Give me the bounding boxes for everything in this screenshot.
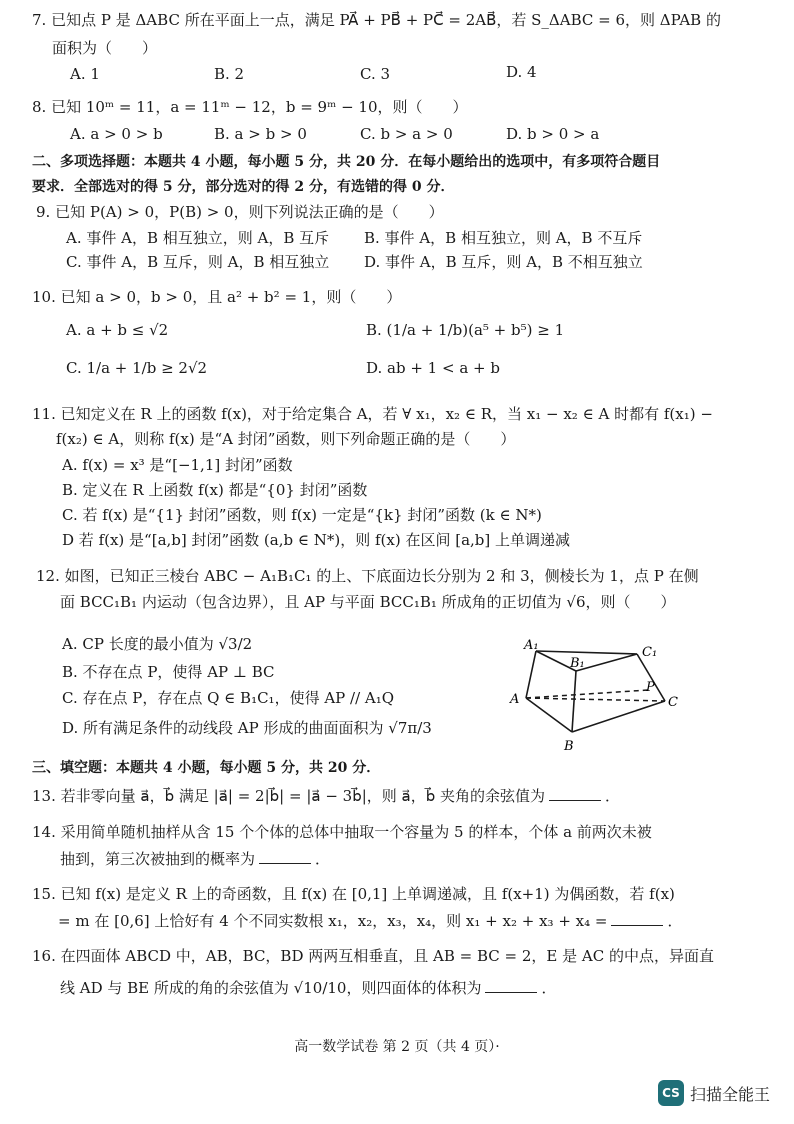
q12-option-a: A. CP 长度的最小值为 √3/2	[62, 635, 253, 653]
label-B1: B₁	[570, 656, 585, 671]
q7-option-d: D. 4	[506, 63, 537, 81]
scanner-logo-icon: CS	[658, 1080, 684, 1106]
label-B: B	[564, 739, 574, 754]
q11-stem-line1: 11. 已知定义在 R 上的函数 f(x)，对于给定集合 A，若 ∀ x₁，x₂ ∈ R，当 x₁ − x₂ ∈ A 时都有 f(x₁) −	[32, 405, 713, 423]
q7-option-b: B. 2	[214, 65, 245, 83]
q12-option-d: D. 所有满足条件的动线段 AP 形成的曲面面积为 √7π/3	[62, 719, 432, 737]
q10-option-d: D. ab + 1 < a + b	[366, 359, 500, 377]
q15-stem-line2: = m 在 [0,6] 上恰好有 4 个不同实数根 x₁，x₂，x₃，x₄，则 x₁ + x₂ + x₃ + x₄ = ．	[58, 912, 683, 930]
label-A: A	[510, 692, 520, 707]
scanner-watermark	[658, 1080, 770, 1106]
section3-heading: 三、填空题：本题共 4 小题，每小题 5 分，共 20 分．	[32, 760, 381, 776]
q12-option-c: C. 存在点 P，存在点 Q ∈ B₁C₁，使得 AP // A₁Q	[62, 689, 395, 707]
q8-stem: 8. 已知 10ᵐ = 11，a = 11ᵐ − 12，b = 9ᵐ − 10，则（ ）	[32, 98, 468, 116]
q12-option-b: B. 不存在点 P，使得 AP ⊥ BC	[62, 663, 275, 681]
frustum-figure	[506, 634, 696, 760]
q11-option-a: A. f(x) = x³ 是“[−1,1] 封闭”函数	[62, 456, 293, 474]
q14-answer-blank[interactable]	[259, 849, 311, 864]
q14-stem-line2: 抽到，第三次被抽到的概率为 ．	[60, 850, 331, 868]
q9-option-d: D. 事件 A，B 互斥，则 A，B 不相互独立	[364, 253, 643, 271]
q11-option-b: B. 定义在 R 上函数 f(x) 都是“{0} 封闭”函数	[62, 481, 368, 499]
q13-answer-blank[interactable]	[549, 786, 601, 801]
q9-option-b: B. 事件 A，B 相互独立，则 A，B 不互斥	[364, 229, 643, 247]
label-C: C	[668, 695, 678, 710]
label-A1: A₁	[524, 638, 539, 653]
page-footer: 高一数学试卷 第 2 页（共 4 页）·	[294, 1039, 500, 1055]
q16-stem-line1: 16. 在四面体 ABCD 中，AB，BC，BD 两两互相垂直，且 AB = BC = 2，E 是 AC 的中点，异面直	[32, 947, 714, 965]
q8-option-c: C. b > a > 0	[360, 125, 453, 143]
q16-answer-blank[interactable]	[485, 978, 537, 993]
q8-option-b: B. a > b > 0	[214, 125, 307, 143]
q11-option-c: C. 若 f(x) 是“{1} 封闭”函数，则 f(x) 一定是“{k} 封闭”函数 (k ∈ N*)	[62, 506, 542, 524]
section2-heading-line2: 要求．全部选对的得 5 分，部分选对的得 2 分，有选错的得 0 分．	[32, 179, 455, 195]
scanner-logo-text: 扫描全能王	[690, 1084, 771, 1104]
q11-option-d: D 若 f(x) 是“[a,b] 封闭”函数 (a,b ∈ N*)，则 f(x) 在区间 [a,b] 上单调递减	[62, 531, 571, 549]
q10-option-a: A. a + b ≤ √2	[66, 321, 169, 339]
q16-stem-line2: 线 AD 与 BE 所成的角的余弦值为 √10/10，则四面体的体积为 ．	[60, 979, 557, 997]
q8-option-a: A. a > 0 > b	[70, 125, 163, 143]
q15-stem-line1: 15. 已知 f(x) 是定义 R 上的奇函数，且 f(x) 在 [0,1] 上单调递减，且 f(x+1) 为偶函数，若 f(x)	[32, 885, 675, 903]
q7-stem-line1: 7. 已知点 P 是 ΔABC 所在平面上一点，满足 PA⃗ + PB⃗ + PC⃗ = 2AB⃗，若 S_ΔABC = 6，则 ΔPAB 的	[32, 11, 721, 29]
q10-stem: 10. 已知 a > 0，b > 0，且 a² + b² = 1，则（ ）	[32, 288, 402, 306]
section2-heading-line1: 二、多项选择题：本题共 4 小题，每小题 5 分，共 20 分．在每小题给出的选项中，有多项符合题目	[32, 154, 661, 170]
q9-option-c: C. 事件 A，B 互斥，则 A，B 相互独立	[66, 253, 330, 271]
q13-stem: 13. 若非零向量 a⃗，b⃗ 满足 |a⃗| = 2|b⃗| = |a⃗ − 3b⃗|，则 a⃗，b⃗ 夹角的余弦值为 ．	[32, 787, 621, 805]
q10-option-b: B. (1/a + 1/b)(a⁵ + b⁵) ≥ 1	[366, 321, 565, 339]
q7-option-a: A. 1	[70, 65, 100, 83]
q15-answer-blank[interactable]	[611, 911, 663, 926]
q9-option-a: A. 事件 A，B 相互独立，则 A，B 互斥	[66, 229, 330, 247]
q7-stem-line2: 面积为（ ）	[52, 39, 158, 57]
q9-stem: 9. 已知 P(A) > 0，P(B) > 0，则下列说法正确的是（ ）	[36, 203, 444, 221]
q10-option-c: C. 1/a + 1/b ≥ 2√2	[66, 359, 208, 377]
q12-stem-line2: 面 BCC₁B₁ 内运动（包含边界），且 AP 与平面 BCC₁B₁ 所成角的正切值为 √6，则（ ）	[60, 593, 676, 611]
q8-option-d: D. b > 0 > a	[506, 125, 600, 143]
q11-stem-line2: f(x₂) ∈ A，则称 f(x) 是“A 封闭”函数，则下列命题正确的是（ ）	[56, 430, 516, 448]
label-C1: C₁	[642, 645, 658, 660]
q7-option-c: C. 3	[360, 65, 391, 83]
q12-stem-line1: 12. 如图，已知正三棱台 ABC − A₁B₁C₁ 的上、下底面边长分别为 2 和 3，侧棱长为 1，点 P 在侧	[36, 567, 699, 585]
q14-stem-line1: 14. 采用简单随机抽样从含 15 个个体的总体中抽取一个容量为 5 的样本，个体 a 前两次未被	[32, 823, 652, 841]
label-P: P	[646, 680, 655, 695]
